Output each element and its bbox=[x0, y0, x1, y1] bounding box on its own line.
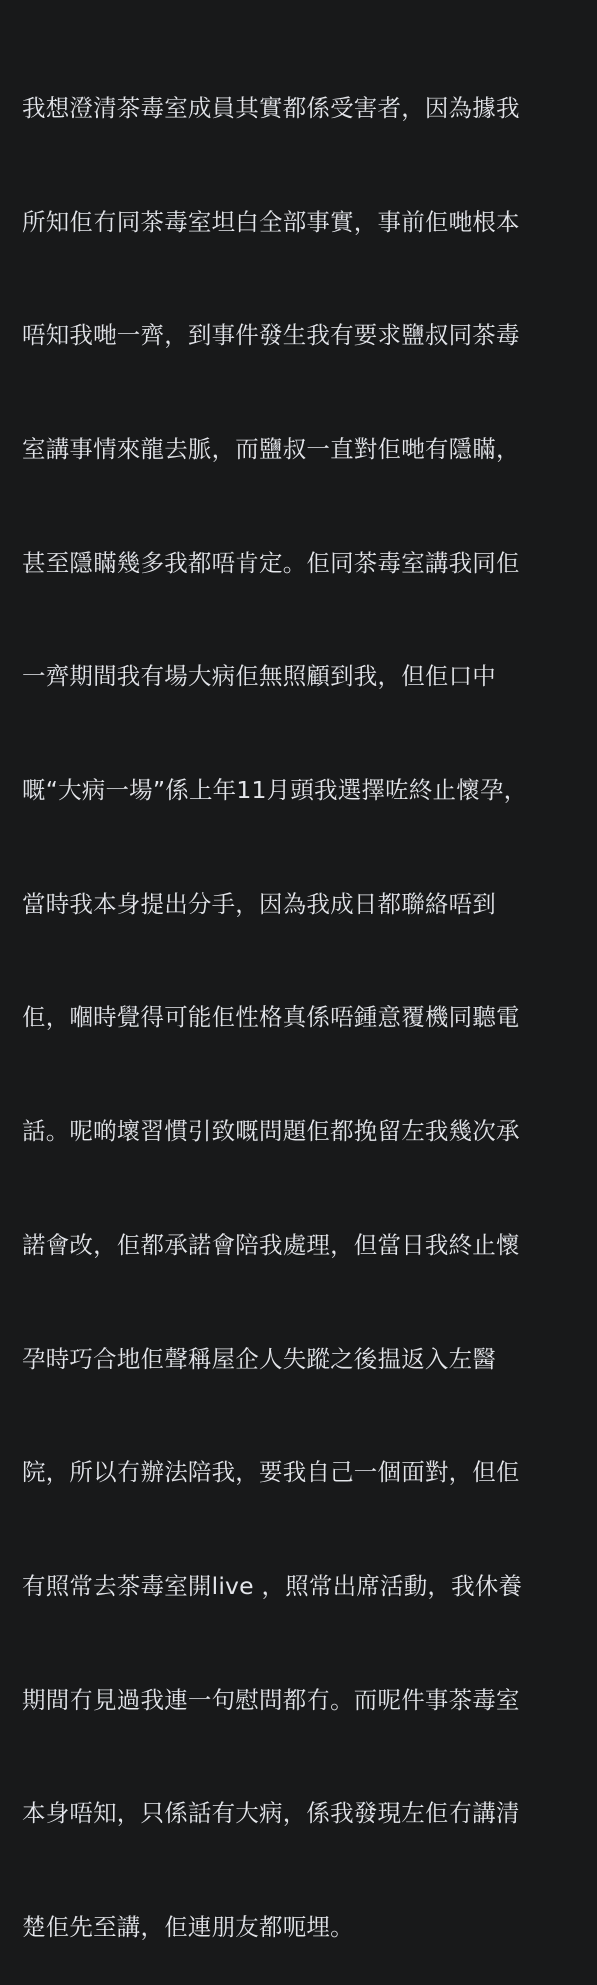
post-text-line: 院，所以冇辦法陪我，要我自己一個面對，但佢 bbox=[22, 1458, 520, 1487]
post-text-line: 我想澄清茶毒室成員其實都係受害者，因為據我 bbox=[22, 93, 520, 122]
post-text-line: 甚至隱瞞幾多我都唔肯定。佢同茶毒室講我同佢 bbox=[22, 548, 520, 577]
post-text-line: 話。呢啲壞習慣引致嘅問題佢都挽留左我幾次承 bbox=[22, 1117, 520, 1146]
post-text-line: 室講事情來龍去脈，而鹽叔一直對佢哋有隱瞞， bbox=[22, 434, 520, 463]
post-text-line: 當時我本身提出分手，因為我成日都聯絡唔到 bbox=[22, 889, 496, 918]
post-text-line: 孕時巧合地佢聲稱屋企人失蹤之後揾返入左醫 bbox=[22, 1344, 496, 1373]
post-text-line: 本身唔知，只係話有大病，係我發現左佢冇講清 bbox=[22, 1799, 520, 1828]
post-text-line: 佢，嗰時覺得可能佢性格真係唔鍾意覆機同聽電 bbox=[22, 1003, 520, 1032]
post-body-text bbox=[22, 14, 588, 1985]
post-text-line: 唔知我哋一齊，到事件發生我有要求鹽叔同茶毒 bbox=[22, 321, 520, 350]
post-text-line: 所知佢冇同茶毒室坦白全部事實，事前佢哋根本 bbox=[22, 207, 520, 236]
post-text-line: 期間冇見過我連一句慰問都冇。而呢件事茶毒室 bbox=[22, 1685, 520, 1714]
post-text-line: 一齊期間我有場大病佢無照顧到我，但佢口中 bbox=[22, 662, 496, 691]
post-text-line: 楚佢先至講，佢連朋友都呃埋。 bbox=[22, 1913, 354, 1942]
post-text-line: 嘅“大病一場”係上年11月頭我選擇咗終止懷孕， bbox=[22, 776, 528, 805]
post-text-line: 諾會改，佢都承諾會陪我處理，但當日我終止懷 bbox=[22, 1230, 520, 1259]
post-text-line: 有照常去茶毒室開live ，照常出席活動，我休養 bbox=[22, 1571, 523, 1600]
